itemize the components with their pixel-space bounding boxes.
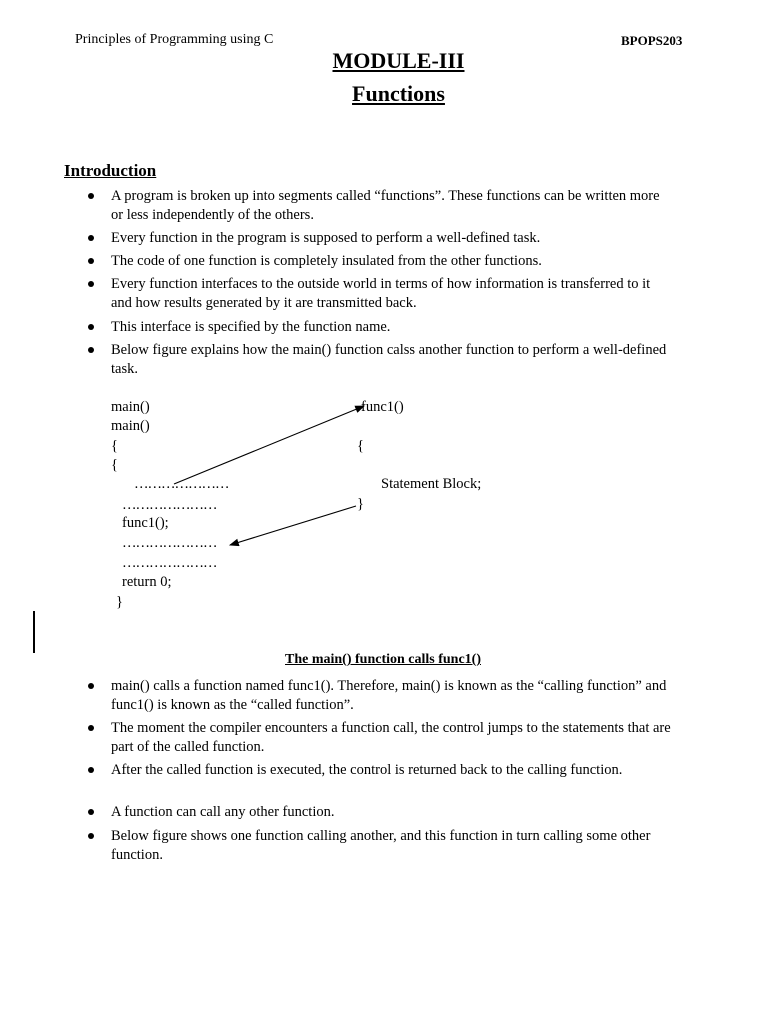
bullet-text: Every function interfaces to the outside world in terms of how information is transferred to it and how results generated by it are transmitted back. xyxy=(111,276,651,311)
bullet-text: Below figure explains how the main() function calss another function to perform a well-defined task. xyxy=(111,342,667,377)
code-line-ellipsis-3: ………………… xyxy=(122,535,217,551)
return-arrow xyxy=(230,506,356,545)
code-line-close-brace: } xyxy=(116,594,123,610)
bullet-text: main() calls a function named func1(). Therefore, main() is known as the “calling function” and func1() is known as the “called function”. xyxy=(111,678,667,713)
code-line-ellipsis-4: ………………… xyxy=(122,555,217,571)
code-line-return: return 0; xyxy=(122,574,172,590)
bullet-icon xyxy=(88,725,94,731)
code-line-func1-close-brace: } xyxy=(357,496,364,512)
topic-title: Functions xyxy=(352,81,445,106)
code-line-statement-block: Statement Block; xyxy=(381,476,482,492)
bullet-icon xyxy=(88,833,94,839)
bullet-text: Below figure shows one function calling another, and this function in turn calling some other function. xyxy=(111,828,651,863)
section-heading-introduction: Introduction xyxy=(64,161,157,180)
bullet-icon xyxy=(88,809,94,815)
figure-caption: The main() function calls func1() xyxy=(285,652,481,667)
bullet-text: A function can call any other function. xyxy=(111,804,335,820)
code-line-func1-open-brace: { xyxy=(357,438,364,454)
bullet-text: After the called function is executed, the control is returned back to the calling function. xyxy=(111,762,623,778)
code-line-func1-call: func1(); xyxy=(122,515,169,531)
bullet-text: The code of one function is completely insulated from the other functions. xyxy=(111,253,542,269)
code-line-open-brace-2: { xyxy=(111,457,118,473)
bullet-icon xyxy=(88,683,94,689)
code-line-main-2: main() xyxy=(111,418,150,434)
header-course-code: BPOPS203 xyxy=(621,33,683,48)
code-line-func1-def: func1() xyxy=(361,399,404,415)
bullet-icon xyxy=(88,767,94,773)
code-line-open-brace-1: { xyxy=(111,438,118,454)
call-arrow xyxy=(174,406,364,484)
bullet-text: A program is broken up into segments called “functions”. These functions can be written more or less independently of the others. xyxy=(111,188,660,223)
code-line-ellipsis-2: ………………… xyxy=(122,497,217,513)
code-line-ellipsis-1: ………………… xyxy=(134,476,229,492)
bullet-text: Every function in the program is supposed to perform a well-defined task. xyxy=(111,230,541,246)
module-title: MODULE-III xyxy=(332,48,465,73)
margin-change-bar xyxy=(33,611,35,653)
bullet-text: This interface is specified by the function name. xyxy=(111,319,391,335)
bullet-text: The moment the compiler encounters a function call, the control jumps to the statements that are part of the called function. xyxy=(111,720,671,755)
code-line-main-1: main() xyxy=(111,399,150,415)
header-course-title: Principles of Programming using C xyxy=(75,32,274,47)
